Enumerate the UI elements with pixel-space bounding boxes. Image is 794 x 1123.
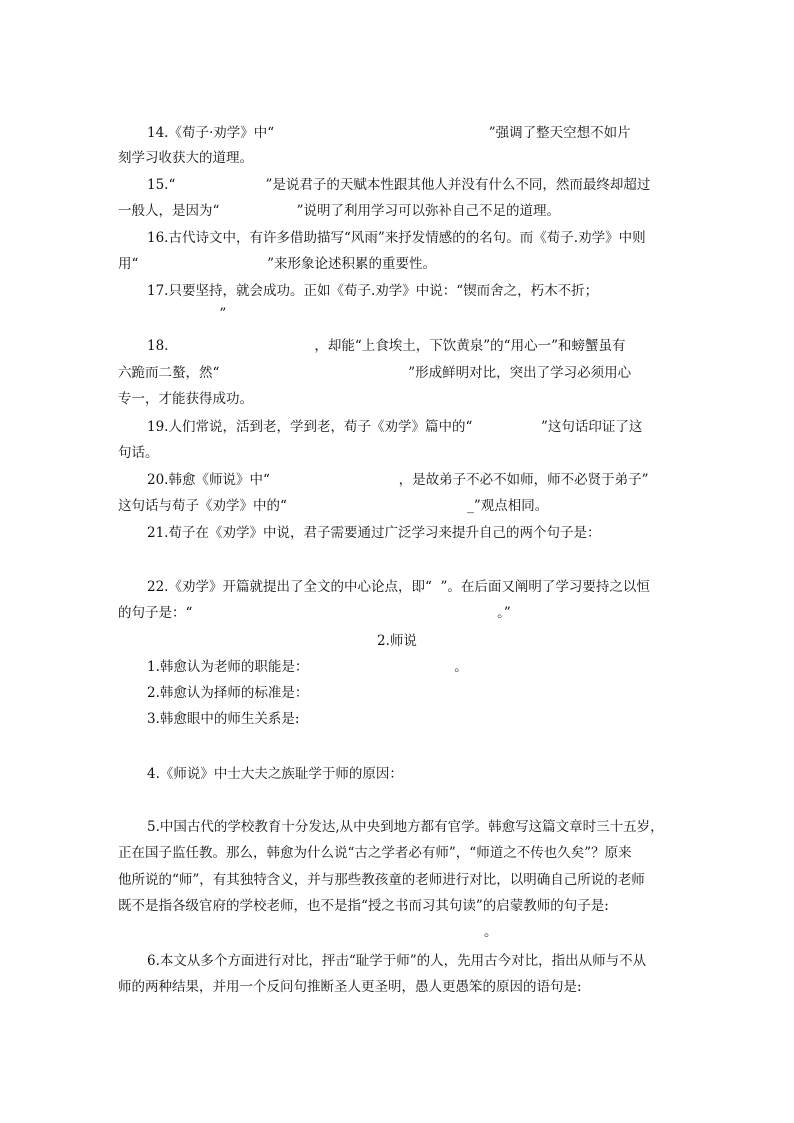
shishuo-q5-line-3: 他所说的“师”，有其独特含义，并与那些教孩童的老师进行对比，以明确自己所说的老师 [118, 872, 645, 888]
q21-line-1: 21.荀子在《劝学》中说，君子需要通过广泛学习来提升自己的两个句子是： [147, 525, 601, 541]
q15-line-2: 一般人，是因为“ ”说明了利用学习可以弥补自己不足的道理。 [118, 203, 561, 219]
shishuo-q5-line-4: 既不是指各级官府的学校老师，也不是指“授之书而习其句读”的启蒙教师的句子是: [118, 898, 609, 914]
shishuo-q3: 3.韩愈眼中的师生关系是: [147, 711, 300, 727]
q20-line-1: 20.韩愈《师说》中“ ，是故弟子不必不如师，师不必贤于弟子” [147, 472, 649, 488]
q20-line-2: 这句话与荀子《劝学》中的“ _”观点相同。 [118, 498, 549, 514]
q14-line-2: 刻学习收获大的道理。 [118, 150, 253, 166]
q18-line-1: 18. ，却能“上食埃土，下饮黄泉”的“用心一”和螃蟹虽有 [147, 338, 626, 354]
q16-line-1: 16.古代诗文中，有许多借助描写“风雨”来抒发情感的的名句。而《荀子.劝学》中则 [147, 230, 646, 246]
q18-line-3: 专一，才能获得成功。 [118, 391, 253, 407]
shishuo-q5-line-2: 正在国子监任教。那么，韩愈为什么说“古之学者必有师”，“师道之不传也久矣”？原来 [118, 845, 632, 861]
shishuo-q6-line-1: 6.本文从多个方面进行对比，抨击“耻学于师”的人，先用古今对比，指出从师与不从 [147, 953, 647, 969]
q22-line-2: 的句子是：“ 。” [118, 605, 511, 621]
section-title: 2.师说 [377, 633, 417, 649]
q15-line-1: 15.“ ”是说君子的天赋本性跟其他人并没有什么不同，然而最终却超过 [147, 177, 651, 193]
q18-line-2: 六跪而二螯，然“ ”形成鲜明对比，突出了学习必须用心 [118, 365, 632, 381]
q17-line-1: 17.只要坚持，就会成功。正如《荀子.劝学》中说：“锲而舍之，朽木不折； [147, 283, 599, 299]
shishuo-q2: 2.韩愈认为择师的标准是： [147, 685, 309, 701]
shishuo-q5-line-1: 5.中国古代的学校教育十分发达,从中央到地方都有官学。韩愈写这篇文章时三十五岁， [147, 819, 664, 835]
shishuo-q4: 4.《师说》中士大夫之族耻学于师的原因： [147, 766, 403, 782]
shishuo-q5-line-5: 。 [484, 924, 498, 940]
q16-line-2: 用“ ”来形象论述积累的重要性。 [118, 256, 437, 272]
q14-line-1: 14.《荀子·劝学》中“ ”强调了整天空想不如片 [147, 125, 631, 141]
q17-line-2: ” [185, 306, 227, 322]
q19-line-2: 句话。 [118, 445, 159, 461]
shishuo-q1: 1.韩愈认为老师的职能是： 。 [147, 659, 468, 675]
q19-line-1: 19.人们常说，活到老，学到老，荀子《劝学》篇中的“ ”这句话印证了这 [147, 419, 643, 435]
shishuo-q6-line-2: 师的两种结果，并用一个反问句推断圣人更圣明，愚人更愚笨的原因的语句是: [118, 979, 582, 995]
q22-line-1: 22.《劝学》开篇就提出了全文的中心论点，即“ ”。在后面又阐明了学习要持之以恒 [147, 579, 650, 595]
